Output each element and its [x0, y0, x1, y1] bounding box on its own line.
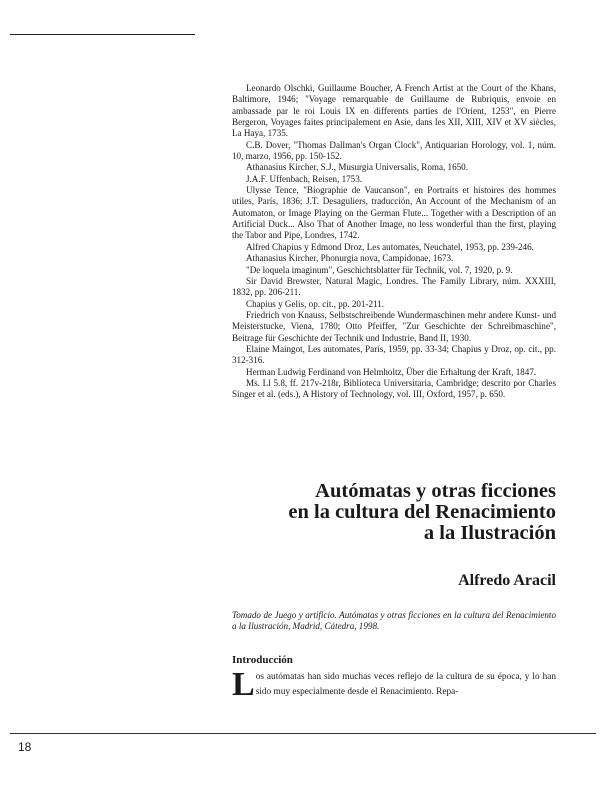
footnote-item: [232, 140, 556, 163]
footnote-text: Herman Ludwig Ferdinand von Helmholtz, Über die Erhaltung der Kraft, 1847.: [246, 366, 537, 377]
intro-text: os autómatas han sido muchas veces reflejo de la cultura de su época, y lo han sido muy especialmente desde el Renacimiento. Repa-: [255, 672, 556, 697]
footnote-text: Chapius y Gelis, op. cit., pp. 201-211.: [246, 298, 385, 309]
footnote-item: [232, 174, 556, 185]
footnote-text: Ms. Ll 5.8, ff. 217v-218r, Biblioteca Universitaria, Cambridge; descrito por Charles Singer et al. (eds.), A History of Technology, vol. III, Oxford, 1957, p. 650.: [232, 377, 556, 400]
footnote-text: Ulysse Tence, "Biographie de Vaucanson", en Portraits et histoires des hommes utiles, París, 1836; J.T. Desaguliers, traducción, An Account of the Mechanism of an Automaton, or Image Playing on the German Flute... Together with a Description of an Artificial Duck... Also That of Another Image, no less wonderful than the first, playing the Tabor and Pipe, Londres, 1742.: [232, 185, 556, 241]
footnote-text: Alfred Chapius y Edmond Droz, Les automates, Neuchatel, 1953, pp. 239-246.: [246, 241, 534, 252]
footnote-text: J.A.F. Uffenbach, Reisen, 1753.: [246, 173, 363, 184]
footnote-item: [232, 310, 556, 344]
footnote-item: [232, 265, 556, 276]
footnote-item: [232, 299, 556, 310]
page-number: 18: [18, 740, 32, 754]
footnote-item: [232, 83, 556, 140]
footnote-item: [232, 276, 556, 299]
footnote-text: Leonardo Olschki, Guillaume Boucher, A French Artist at the Court of the Khans, Baltimore, 1946; "Voyage remarquable de Guillaume de Rubriquis, envoie en ambassade par le roi Louis IX en differents parties de l'Orient, 1253", en Pierre Bergeron, Voyages faites principalement en Asie, dans les XII, XIII, XIV et XV siècles, La Haya, 1735.: [232, 83, 556, 139]
intro-paragraph: [232, 666, 556, 703]
footnote-item: [232, 253, 556, 264]
footnote-text: Athanasius Kircher, S.J., Musurgia Universalis, Roma, 1650.: [246, 162, 468, 173]
footnote-item: [232, 185, 556, 242]
footnotes-block: [232, 83, 556, 401]
header-rule: [10, 34, 195, 35]
footnote-text: "De loquela imaginum", Geschichtsblatter für Technik, vol. 7, 1920, p. 9.: [246, 264, 513, 275]
footnote-text: Sir David Brewster, Natural Magic, Londres. The Family Library, núm. XXXIII, 1832, pp. 206-211.: [232, 275, 556, 298]
section-heading: Introducción: [232, 654, 293, 666]
article-title: [232, 481, 556, 544]
footnote-item: [232, 242, 556, 253]
footer-rule: [10, 733, 596, 734]
footnote-text: Athanasius Kircher, Phonurgia nova, Campidonae, 1673.: [246, 253, 454, 264]
footnote-item: [232, 344, 556, 367]
title-line-1: Autómatas y otras ficciones: [315, 480, 556, 502]
footnote-text: C.B. Dover, "Thomas Dallman's Organ Clock", Antiquarian Horology, vol. 1, núm. 10, marzo, 1956, pp. 150-152.: [232, 139, 556, 162]
footnote-text: Friedrich von Knauss, Selbstschreibende Wundermaschinen mehr andere Kunst- und Meisterstucke, Viena, 1780; Otto Pfeiffer, "Zur Geschichte der Schreibmaschine", Beitrage für Geschichte der Technik und Industrie, Band II, 1930.: [232, 309, 556, 343]
footnote-list: [232, 83, 556, 401]
footnote-text: Elaine Maingot, Les automates, París, 1959, pp. 33-34; Chapius y Droz, op. cit., pp. 312-316.: [232, 343, 556, 366]
source-citation: Tomado de Juego y artificio. Autómatas y otras ficciones en la cultura del Renacimiento a la Ilustración, Madrid, Cátedra, 1998.: [232, 610, 556, 632]
title-line-2: en la cultura del Renacimiento: [288, 501, 556, 523]
footnote-item: [232, 378, 556, 401]
footnote-item: [232, 367, 556, 378]
drop-cap: L: [232, 666, 255, 703]
footnote-item: [232, 162, 556, 173]
author-name: Alfredo Aracil: [458, 572, 556, 589]
title-line-3: a la Ilustración: [423, 522, 556, 544]
